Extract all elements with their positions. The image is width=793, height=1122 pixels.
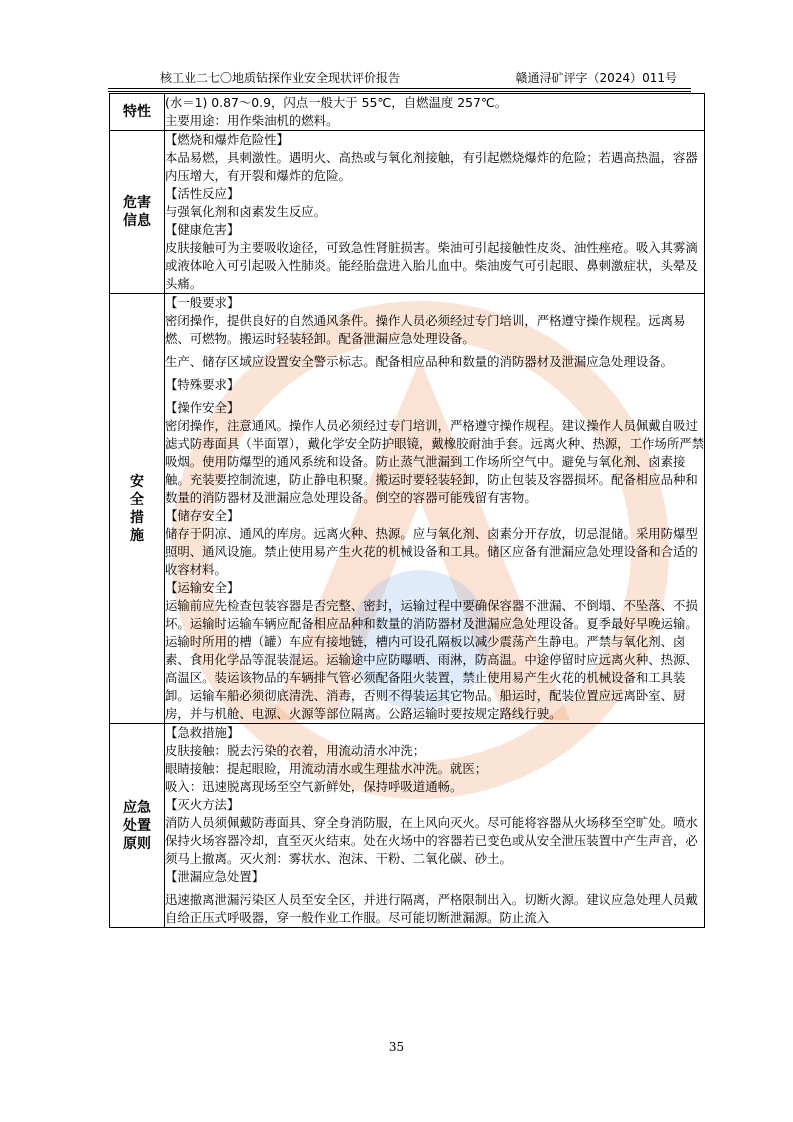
row-content-emergency-principles [165,724,705,928]
row-label-text: 危害 信息 [123,195,151,229]
row-content-hazard-info [165,131,705,294]
paragraph: 迅速撤离泄漏污染区人员至安全区，并进行隔离，严格限制出入。切断火源。建议应急处理人员戴自给正压式呼吸器，穿一般作业工作服。尽可能切断泄漏源。防止流入 [165,892,698,925]
section-heading: 【活性反应】 [165,186,240,201]
paragraph: 主要用途：用作柴油机的燃料。 [165,113,339,128]
header-rule [108,88,691,89]
row-label-safety-measures [110,294,165,724]
row-label-hazard-info [110,131,165,294]
paragraph: 吸入：迅速脱离现场至空气新鲜处，保持呼吸道通畅。 [165,779,463,794]
section-heading: 【灭火方法】 [165,797,240,812]
paragraph: 运输前应先检查包装容器是否完整、密封，运输过程中要确保容器不泄漏、不倒塌、不坠落、不损坏。运输时运输车辆应配备相应品种和数量的消防器材及泄漏应急处理设备。夏季最好早晚运输。运输时所用的槽（罐）车应有接地链，槽内可设孔隔板以减少震荡产生静电。严禁与氧化剂、卤素、食用化学品等混装混运。运输途中应防曝晒、雨淋，防高温。中途停留时应远离火种、热源、高温区。装运该物品的车辆排气管必须配备阻火装置，禁止使用易产生火花的机械设备和工具装卸。运输车船必须彻底清洗、消毒，否则不得装运其它物品。船运时，配装位置应远离卧室、厨房，并与机舱、电源、火源等部位隔离。公路运输时要按规定路线行驶。 [165,598,698,721]
table-row-emergency-principles [110,724,705,928]
section-heading: 【燃烧和爆炸危险性】 [165,132,289,147]
table-row-properties [110,94,705,131]
paragraph: 生产、储存区域应设置安全警示标志。配备相应品种和数量的消防器材及泄漏应急处理设备。 [165,354,674,369]
paragraph: 密闭操作，注意通风。操作人员必须经过专门培训，严格遵守操作规程。建议操作人员佩戴自吸过滤式防毒面具（半面罩），戴化学安全防护眼镜，戴橡胶耐油手套。远离火种、热源，工作场所严禁吸烟。使用防爆型的通风系统和设备。防止蒸气泄漏到工作场所空气中。避免与氧化剂、卤素接触。充装要控制流速，防止静电积聚。搬运时要轻装轻卸，防止包装及容器损坏。配备相应品种和数量的消防器材及泄漏应急处理设备。倒空的容器可能残留有害物。 [165,418,704,505]
header-rule [108,91,691,92]
paragraph: 皮肤接触可为主要吸收途径，可致急性肾脏损害。柴油可引起接触性皮炎、油性痤疮。吸入其雾滴或液体呛入可引起吸入性肺炎。能经胎盘进入胎儿血中。柴油废气可引起眼、鼻刺激症状，头晕及头痛。 [165,240,698,291]
row-content-properties [165,94,705,131]
header-report-title: 核工业二七〇地质钻探作业安全现状评价报告 [160,71,401,85]
paragraph: 皮肤接触：脱去污染的衣着，用流动清水冲洗； [165,743,426,758]
paragraph: 储存于阴凉、通风的库房。远离火种、热源。应与氧化剂、卤素分开存放，切忌混储。采用防爆型照明、通风设施。禁止使用易产生火花的机械设备和工具。储区应备有泄漏应急处理设备和合适的收容材料。 [165,526,698,577]
page-number: 35 [388,1040,405,1054]
section-heading: 【运输安全】 [165,580,240,595]
paragraph: 眼睛接触：提起眼睑，用流动清水或生理盐水冲洗。就医； [165,761,488,776]
row-label-emergency-principles [110,724,165,928]
paragraph: 与强氧化剂和卤素发生反应。 [165,204,327,219]
chemical-info-table [109,93,705,928]
header-report-number: 赣通浔矿评字（2024）011号 [515,71,677,85]
paragraph: (水＝1) 0.87～0.9，闪点一般大于 55℃，自燃温度 257℃。 [165,95,508,110]
section-heading: 【操作安全】 [165,400,240,415]
section-heading: 【一般要求】 [165,295,240,310]
section-heading: 【健康危害】 [165,222,240,237]
paragraph: 本品易燃，具刺激性。遇明火、高热或与氧化剂接触，有引起燃烧爆炸的危险；若遇高热温，容器内压增大，有开裂和爆炸的危险。 [165,150,698,183]
row-label-text: 特性 [123,104,151,120]
section-heading: 【储存安全】 [165,508,240,523]
page-header [108,70,691,87]
section-heading: 【特殊要求】 [165,377,240,392]
row-label-text: 安 全 措 施 [130,473,144,544]
row-content-safety-measures [165,294,705,724]
row-label-properties [110,94,165,131]
paragraph: 密闭操作，提供良好的自然通风条件。操作人员必须经过专门培训，严格遵守操作规程。远离易燃、可燃物。搬运时轻装轻卸。配备泄漏应急处理设备。 [165,313,686,346]
section-heading: 【急救措施】 [165,725,240,740]
row-label-text: 应急 处置 原则 [123,799,151,852]
section-heading: 【泄漏应急处置】 [165,869,265,884]
table-row-hazard-info [110,131,705,294]
paragraph: 消防人员须佩戴防毒面具、穿全身消防服，在上风向灭火。尽可能将容器从火场移至空旷处。喷水保持火场容器冷却，直至灭火结束。处在火场中的容器若已变色或从安全泄压装置中产生声音，必须马上撤离。灭火剂：雾状水、泡沫、干粉、二氧化碳、砂土。 [165,815,698,866]
table-row-safety-measures [110,294,705,724]
